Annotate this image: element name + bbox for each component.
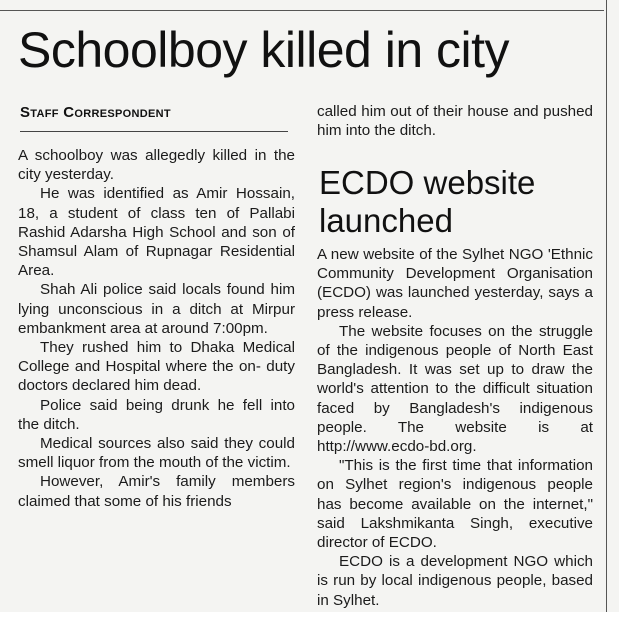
main-story-column-2 [317, 102, 593, 140]
top-rule [0, 10, 604, 11]
main-headline: Schoolboy killed in city [18, 22, 510, 78]
article-paragraph: He was identified as Amir Hossain, 18, a student of class ten of Pallabi Rashid Adarsha High School and son of Shamsul Alam of Rupnagar Residential Area. [18, 185, 295, 280]
article-paragraph: Medical sources also said they could smell liquor from the mouth of the victim. [18, 435, 295, 472]
article-paragraph: A new website of the Sylhet NGO 'Ethnic Community Development Organisation (ECDO) was launched yesterday, says a press release. [317, 246, 593, 321]
second-headline: ECDO website launched [319, 164, 536, 239]
page-bottom-edge [0, 612, 619, 629]
article-paragraph: Police said being drunk he fell into the ditch. [18, 396, 295, 433]
article-paragraph: Shah Ali police said locals found him lying unconscious in a ditch at Mirpur embankment area at around 7:00pm. [18, 281, 295, 337]
article-paragraph: However, Amir's family members claimed that some of his friends [18, 473, 295, 510]
article-paragraph: They rushed him to Dhaka Medical College and Hospital where the on- duty doctors declared him dead. [18, 339, 295, 395]
article-paragraph: "This is the first time that information on Sylhet region's indigenous people has become available on the internet," said Lakshmikanta Singh, executive director of ECDO. [317, 457, 593, 552]
second-story-column [317, 245, 593, 610]
byline-rule [20, 131, 288, 132]
article-paragraph: ECDO is a development NGO which is run by local indigenous people, based in Sylhet. [317, 553, 593, 609]
article-paragraph-continued: called him out of their house and pushed him into the ditch. [317, 103, 593, 140]
article-paragraph: The website focuses on the struggle of the indigenous people of North East Bangladesh. It was set up to draw the world's attention to the difficult situation faced by Bangladesh's indigenous people. The website is at http://www.ecdo-bd.org. [317, 322, 593, 456]
article-paragraph: A schoolboy was allegedly killed in the city yesterday. [18, 147, 295, 184]
main-story-column-1 [18, 146, 295, 511]
column-rule [606, 0, 607, 612]
byline: Staff Correspondent [20, 104, 171, 121]
